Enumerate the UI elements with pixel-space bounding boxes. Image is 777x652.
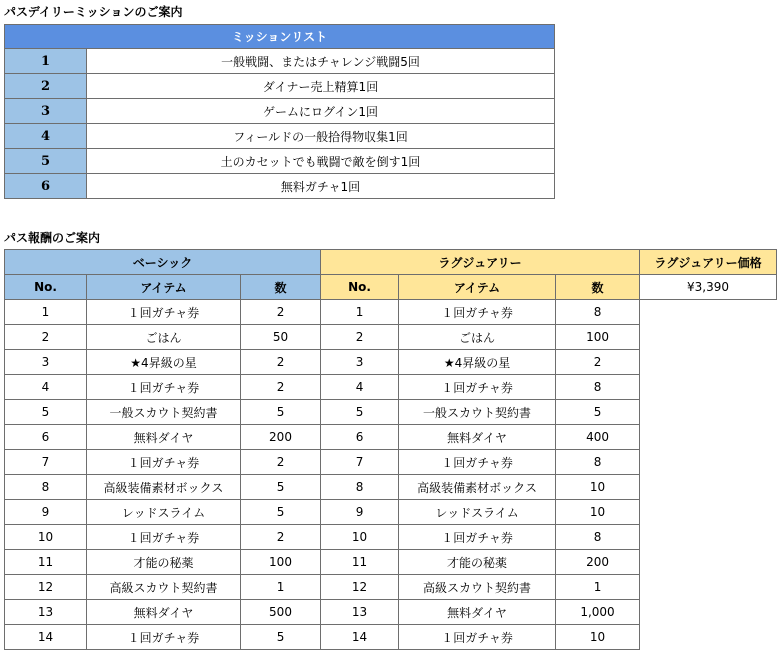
mission-table [4,24,555,199]
basic-qty: 2 [241,300,321,325]
basic-item: １回ガチャ券 [87,625,241,650]
basic-qty: 5 [241,400,321,425]
basic-item: １回ガチャ券 [87,525,241,550]
luxury-qty: 8 [556,300,640,325]
reward-row [5,600,777,625]
basic-no: 6 [5,425,87,450]
luxury-no: 9 [321,500,399,525]
basic-no: 2 [5,325,87,350]
basic-item: 一般スカウト契約書 [87,400,241,425]
reward-row [5,575,777,600]
reward-row [5,425,777,450]
luxury-qty: 1 [556,575,640,600]
luxury-no: 14 [321,625,399,650]
luxury-no: 7 [321,450,399,475]
basic-no: 10 [5,525,87,550]
basic-qty: 5 [241,500,321,525]
luxury-item: １回ガチャ券 [399,375,556,400]
basic-item: 高級スカウト契約書 [87,575,241,600]
luxury-qty: 1,000 [556,600,640,625]
mission-row [5,124,555,149]
luxury-header: ラグジュアリー [321,250,640,275]
luxury-item: １回ガチャ券 [399,625,556,650]
mission-row [5,74,555,99]
basic-item: 高級装備素材ボックス [87,475,241,500]
basic-qty: 5 [241,625,321,650]
luxury-qty: 10 [556,475,640,500]
basic-item: １回ガチャ券 [87,300,241,325]
luxury-qty: 400 [556,425,640,450]
mission-row [5,49,555,74]
basic-no: 13 [5,600,87,625]
basic-item: １回ガチャ券 [87,375,241,400]
luxury-col-no: No. [321,275,399,300]
luxury-item: １回ガチャ券 [399,450,556,475]
luxury-no: 5 [321,400,399,425]
reward-row [5,550,777,575]
mission-text: ゲームにログイン1回 [87,99,555,124]
luxury-item: 高級装備素材ボックス [399,475,556,500]
basic-qty: 1 [241,575,321,600]
luxury-no: 3 [321,350,399,375]
reward-heading: パス報酬のご案内 [4,231,101,245]
basic-item: １回ガチャ券 [87,450,241,475]
luxury-qty: 8 [556,450,640,475]
mission-no: 6 [5,174,87,199]
basic-item: 無料ダイヤ [87,425,241,450]
luxury-no: 1 [321,300,399,325]
luxury-qty: 2 [556,350,640,375]
mission-text: ダイナー売上精算1回 [87,74,555,99]
luxury-no: 12 [321,575,399,600]
basic-no: 4 [5,375,87,400]
luxury-no: 4 [321,375,399,400]
basic-qty: 100 [241,550,321,575]
luxury-col-qty: 数 [556,275,640,300]
basic-no: 12 [5,575,87,600]
luxury-qty: 8 [556,375,640,400]
luxury-price-header: ラグジュアリー価格 [640,250,777,275]
luxury-item: 一般スカウト契約書 [399,400,556,425]
basic-no: 1 [5,300,87,325]
luxury-qty: 100 [556,325,640,350]
reward-row [5,325,777,350]
luxury-no: 8 [321,475,399,500]
basic-no: 8 [5,475,87,500]
mission-text: フィールドの一般拾得物収集1回 [87,124,555,149]
mission-table-title: ミッションリスト [5,25,555,49]
luxury-no: 11 [321,550,399,575]
basic-col-qty: 数 [241,275,321,300]
reward-table [4,249,777,650]
reward-row [5,375,777,400]
basic-item: ごはん [87,325,241,350]
basic-col-no: No. [5,275,87,300]
mission-no: 2 [5,74,87,99]
mission-no: 1 [5,49,87,74]
mission-text: 土のカセットでも戦闘で敵を倒す1回 [87,149,555,174]
luxury-no: 10 [321,525,399,550]
basic-qty: 50 [241,325,321,350]
basic-qty: 2 [241,375,321,400]
basic-col-item: アイテム [87,275,241,300]
luxury-qty: 5 [556,400,640,425]
basic-no: 14 [5,625,87,650]
mission-row [5,149,555,174]
basic-item: レッドスライム [87,500,241,525]
luxury-item: 高級スカウト契約書 [399,575,556,600]
basic-qty: 2 [241,450,321,475]
reward-row [5,450,777,475]
luxury-item: １回ガチャ券 [399,300,556,325]
mission-no: 3 [5,99,87,124]
luxury-item: 無料ダイヤ [399,600,556,625]
luxury-item: ★4昇級の星 [399,350,556,375]
basic-qty: 200 [241,425,321,450]
luxury-item: レッドスライム [399,500,556,525]
reward-row [5,625,777,650]
mission-text: 無料ガチャ1回 [87,174,555,199]
luxury-no: 13 [321,600,399,625]
luxury-item: ごはん [399,325,556,350]
reward-row [5,350,777,375]
luxury-qty: 200 [556,550,640,575]
basic-no: 7 [5,450,87,475]
basic-item: ★4昇級の星 [87,350,241,375]
luxury-no: 6 [321,425,399,450]
basic-item: 才能の秘薬 [87,550,241,575]
luxury-no: 2 [321,325,399,350]
luxury-col-item: アイテム [399,275,556,300]
reward-row [5,475,777,500]
luxury-item: 才能の秘薬 [399,550,556,575]
luxury-price: ¥3,390 [640,275,777,300]
basic-no: 9 [5,500,87,525]
mission-heading: パスデイリーミッションのご案内 [4,5,183,19]
basic-no: 5 [5,400,87,425]
luxury-qty: 8 [556,525,640,550]
basic-qty: 2 [241,350,321,375]
basic-qty: 5 [241,475,321,500]
luxury-item: 無料ダイヤ [399,425,556,450]
mission-row [5,99,555,124]
basic-item: 無料ダイヤ [87,600,241,625]
basic-header: ベーシック [5,250,321,275]
basic-no: 3 [5,350,87,375]
mission-no: 4 [5,124,87,149]
basic-qty: 500 [241,600,321,625]
reward-row [5,525,777,550]
luxury-qty: 10 [556,625,640,650]
reward-row [5,400,777,425]
basic-no: 11 [5,550,87,575]
mission-row [5,174,555,199]
basic-qty: 2 [241,525,321,550]
reward-row [5,300,777,325]
mission-text: 一般戦闘、またはチャレンジ戦闘5回 [87,49,555,74]
luxury-item: １回ガチャ券 [399,525,556,550]
mission-no: 5 [5,149,87,174]
luxury-qty: 10 [556,500,640,525]
reward-row [5,500,777,525]
